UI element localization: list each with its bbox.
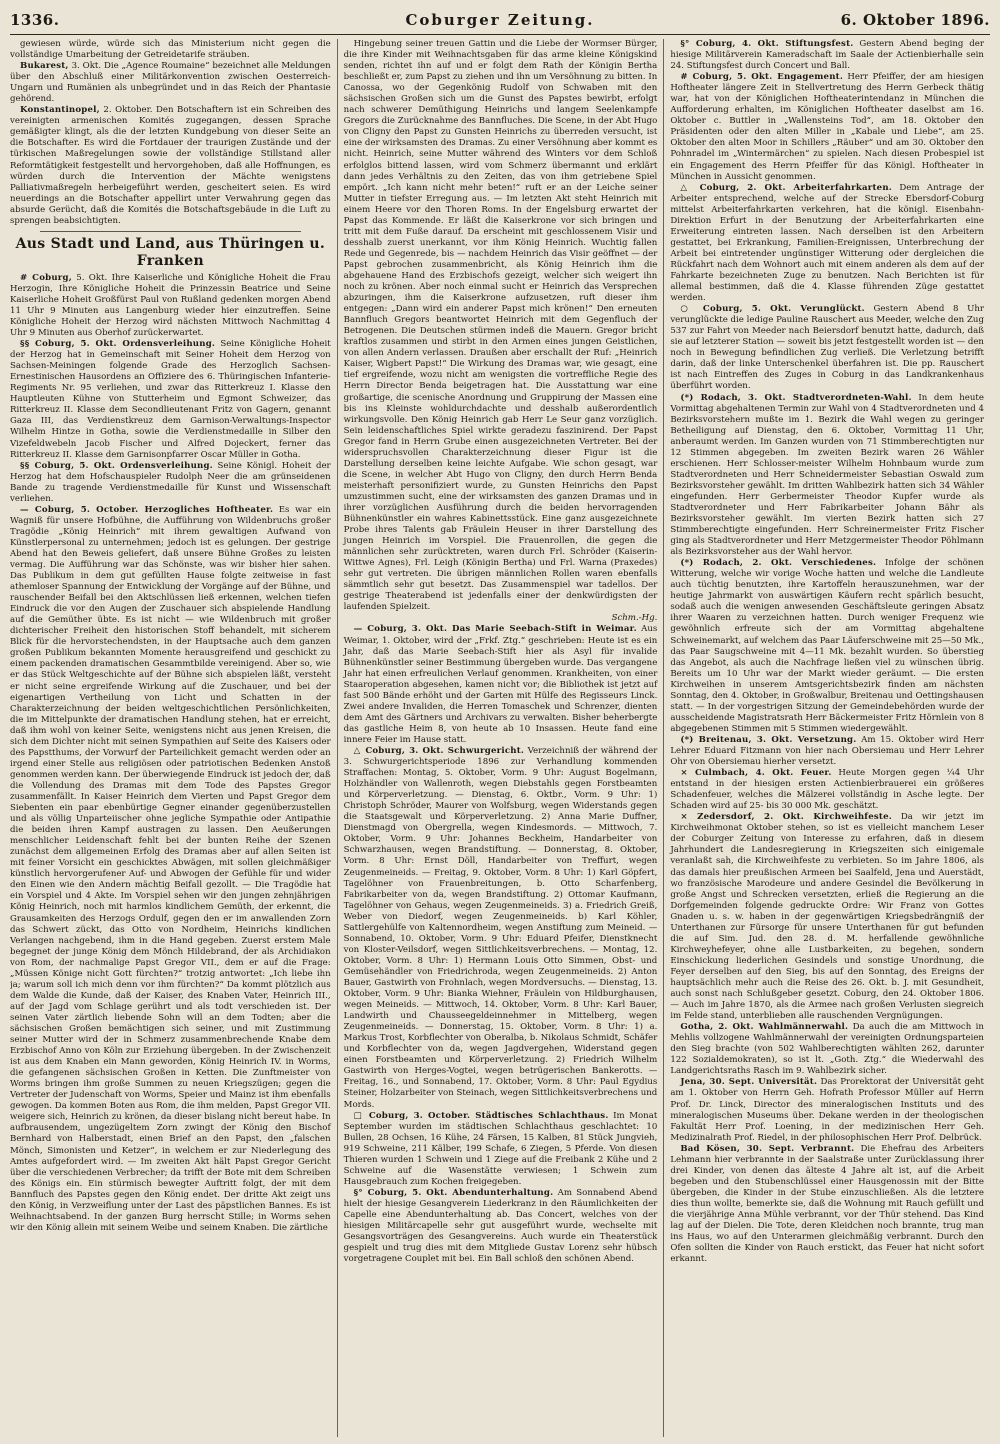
article-paragraph: Bad Kösen, 30. Sept. Verbrannt. Die Ehefrau des Arbeiters Lehmann hier verbrannte in der Saalstraße unter Zurücklassung ihrer drei Kinder, von denen das älteste 4 Jahre alt ist, auf die Arbeit begeben und den Stubenschlüssel einer Hausgenossin mit der Bitte übergeben, die Kinder in der Stube einzuschließen. Als die letztere dies thun wollte, bemerkte sie, daß die Wohnung mit Rauch gefüllt und die vierjährige Anna Mühle verbrannt, vor der Thür stehend. Das Kind lag auf der Dielen. Die Tote, deren Kleidchen noch brannte, trug man ins Haus, wo auf den Unterarmen gleichmäßig verbrannt. Durch den Ofen sollten die Kinder von Rauch erstickt, das Feuer hat nicht sofort erkannt. [670, 1143, 984, 1265]
article-columns [10, 39, 990, 1437]
article-paragraph: × Zedersdorf, 2. Okt. Kirchweihfeste. Da wir jetzt im Kirchweihmonat Oktober stehen, so ist es vielleicht manchem Leser der Coburger Zeitung von Interesse zu erfahren, daß in diesem Jahrhundert die Landesregierung in Kriegszeiten sich einigemale veranlaßt sah, die Kirchweihfeste zu verbieten. So im Jahre 1806, als das damals hier preußischen Armeen bei Saalfeld, Jena und Auerstädt, wo französische Marodeure und andere Gesindel die Bevölkerung in große Angst und Schrecken versetzten, erließ die Regierung an die Dorfgemeinden folgende gedruckte Ordre: Wir Franz von Gottes Gnaden u. s. w. haben in der gegenwärtigen Kriegsbedrängniß der Unterthanen zur Fürsorge für unsere Unterthanen für gut befunden die auf Sim. Jud. den 28. d. M. herfallende gewöhnliche Kirchweyhefeyer, ohne alle Lustbarkeiten, zu begehen, sondern Einschickung liederlichen Gesindels und sonstige Unordnung, die Feyer derselben auf den Sieg, bis auf den Sonntag, des Ereigns der hauptsächlich mehr auch die Reise des 26. Okt. b. J. mit Gesundheit, auch sonst nach Schlußgeber gesetzt. Coburg, den 24. Oktober 1806. — Auch im Jahre 1870, als die Armee nach großen Verlusten siegreich im Felde stand, unterblieben alle rauschenden Vergnügungen. [670, 812, 984, 1022]
article-paragraph: (*) Breitenau, 3. Okt. Versetzung. Am 15. Oktober wird Herr Lehrer Eduard Fitzmann von hier nach Obersiemau und Herr Lehrer Ohr von Obersiemau hierher versetzt. [670, 734, 984, 768]
article-paragraph: (*) Rodach, 3. Okt. Stadtverordneten-Wahl. In dem heute Vormittag abgehaltenen Termin zur Wahl von 4 Stadtverordneten und 4 Bezirksvorstehern mußte im 1. Bezirk die Wahl wegen zu geringer Betheiligung auf Dienstag, den 6. Oktober, Vormittag 11 Uhr, anberaumt werden. Im Ganzen wurden von 71 Stimmberechtigten nur 12 Stimmen abgegeben. Im zweiten Bezirk waren 26 Wähler erschienen. Herr Schlosser-meister Wilhelm Hohnbaum wurde zum Stadtverordneten und Herr Schneidermeister Sebastian Oswald zum Bezirksvorsteher gewählt. Im dritten Wahlbezirk hatten sich 34 Wähler eingefunden. Herr Gerbermeister Theodor Kupfer wurde als Stadtverordneter und Herr Fabrikarbeiter Johann Bähr als Bezirksvorsteher gewählt. Im vierten Bezirk hatten sich 27 Stimmberechtigte eingefunden. Herr Schreinermeister Fritz Fischer ging als Stadtverordneter und Herr Metzgermeister Theodor Pöhlmann als Bezirksvorsteher aus der Wahl hervor. [670, 392, 984, 558]
article-paragraph: Konstantinopel, 2. Oktober. Den Botschaftern ist ein Schreiben des vereinigten armenischen Komités zugegangen, dessen Sprache gemäßigter klingt, als die der letzten Kundgebung von dieser Seite an die Botschafter. Es wird die Fortdauer der traurigen Zustände und der türkischen Maßregelungen sowie der vollständige Stillstand aller Reformtätigkeit festgestellt und hervorgehoben, daß alle Hoffnungen, es würden durch die Intervention der Mächte wenigstens Palliativmaßregeln herbeigeführt werden, gescheitert seien. Es wird neuerdings an die Botschafter appellirt unter Verwahrung gegen das absurde Gerücht, daß die Komités die Botschaftsgebäude in die Luft zu sprengen beabsichtigten. [10, 105, 331, 226]
article-paragraph: # Coburg, 5. Okt. Ihre Kaiserliche und Königliche Hoheit die Frau Herzogin, Ihre Königliche Hoheit die Prinzessin Beatrice und Seine Kaiserliche Hoheit Großfürst Paul von Rußland gedenken morgen Abend 11 Uhr 9 Minuten aus Langenburg wieder hier einzutreffen. Seine Königliche Hoheit der Herzog wird nächsten Mittwoch Nachmittag 4 Uhr 9 Minuten aus Oberhof zurückerwartet. [10, 272, 331, 339]
article-paragraph: × Culmbach, 4. Okt. Feuer. Heute Morgen gegen ¼4 Uhr entstand in der hiesigen ersten Actienbierbrauerei ein größeres Schadenfeuer, welches die Mälzerei vollständig in Asche legte. Der Schaden wird auf 25- bis 30 000 Mk. geschätzt. [670, 768, 984, 812]
article-paragraph: — Coburg, 3. Okt. Das Marie Seebach-Stift in Weimar. Aus Weimar, 1. Oktober, wird der „Frkf. Ztg.“ geschrieben: Heute ist es ein Jahr, daß das Marie Seebach-Stift hier als Asyl für invalide Bühnenkünstler seiner Bestimmung übergeben wurde. Das vergangene Jahr hat einen erfreulichen Verlauf genommen. Krankheiten, von einer Staaroperation abgesehen, kamen nicht vor; die Bibliothek ist jetzt auf fast 500 Bände erhöht und der Garten mit Hülfe des Regisseurs Linck. Zwei andere Invaliden, die Herren Tomaschek und Schrenzer, dienten dem Amt des Gärtners und Archivars zu verwalten. Bisher beherbergte das gastliche Heim 8, von heute ab 10 Insassen. Heute fand eine innere Feier im Hause statt. [343, 624, 658, 745]
article-paragraph: gewiesen würde, würde sich das Ministerium nicht gegen die vollständige Umarbeitung der Getreidetarife sträuben. [10, 39, 331, 61]
article-paragraph: Hingebung seiner treuen Gattin und die Liebe der Wormser Bürger, die ihre Kinder mit Weihnachtsgaben für das arme kleine Königskind senden, richtet ihn auf und er folgt dem Rath der Königin Bertha beschließt er, zum Papst zu ziehen und ihn um Versöhnung zu bitten. In Canossa, wo der Gegenkönig Rudolf von Schwaben mit den sächsischen Großen sich um die Gunst des Papstes bewirbt, erfolgt nach schwerer Demüthigung Heinrichs und langem Seelenkampfe Gregors die Zurücknahme des Bannfluches. Die Scene, in der Abt Hugo von Cligny den Papst zu Gunsten Heinrichs zu überreden versucht, ist eine der wirksamsten des Dramas. Zu einer Versöhnung aber kommt es nicht. Heinrich, seine Mutter während des Winters vor dem Schloß erfolglos bittend lassen, wird vom Schmerz übermannt und erklärt dann jedes Verhältnis zu den Zeiten, das von ihm getriebene Spiel empört. „Ich kann nicht mehr beten!“ ruft er an der Leiche seiner Mutter in tiefster Erregung aus. — Im letzten Akt steht Heinrich mit einem Heere vor den Thoren Roms. In der Engelsburg erwartet der Papst das Kommende. Er läßt die Kaiserkrone vor sich bringen und tritt mit dem Fuße darauf. Da erscheint mit geschlossenem Visir und desshalb zuerst unerkannt, vor ihm König Heinrich. Wuchtig fallen Rede und Gegenrede, bis — nachdem Heinrich das Visir geöffnet — der Papst gebrochen zusammenbricht, als König Heinrich ihm die abgehauene Hand des Erzbischofs gezeigt, welcher sich weigert ihn noch zu krönen. Aber noch einmal sucht er Heinrich das Versprechen abzuringen, ihm die Kaiserkrone aufzusetzen, ruft dieser ihm entgegen: „Dann wird ein anderer Papst mich krönen!“ Den erneuten Bannfluch Gregors beantwortet Heinrich mit dem Gegenfluch der Betrogenen. Die Deutschen stürmen indeß die Mauern. Gregor bricht kraftlos zusammen und stirbt in den Armen eines jungen Geistlichen, von allen Andern verlassen. Draußen aber erschallt der Ruf: „Heinrich Kaiser, Wigbert Papst!“ Die Wirkung des Dramas war, wie gesagt, eine tief ergreifende, wozu nicht am wenigsten die vortreffliche Regie des Herrn Director Benda beigetragen hat. Die Ausstattung war eine großartige, die scenische Anordnung und Gruppirung der Massen eine bis ins Kleinste wohldurchdachte und desshalb außerordentlich wirkungsvolle. Den König Heinrich gab Herr Le Seur ganz vorzüglich. Sein leidenschaftliches Spiel wirkte geradezu faszinirend. Der Papst Gregor fand in Herrn Grube einen ausgezeichneten Vertreter. Bei der widerspruchsvollen Charakterzeichnung dieser Figur ist die Darstellung derselben keine leichte Aufgabe. Wie schon gesagt, war die Scene, in welcher Abt Hugo von Cligny, den durch Herrn Benda meisterhaft personifiziert wurde, zu Gunsten Heinrichs den Papst umzustimmen sucht, eine der wirksamsten des ganzen Dramas und in ihrer vorzüglichen Ausführung durch die beiden hervorragenden Bühnenkünstler ein wahres Kabinettsstück. Eine ganz ausgezeichnete Probe ihres Talents gab Fräulein Heuser in ihrer Darstellung des jungen Heinrich im Vorspiel. Die Frauenrollen, die gegen die männlichen sehr zurücktreten, waren durch Frl. Schröder (Kaiserin-Wittwe Agnes), Frl. Leigh (Königin Bertha) und Frl. Warna (Praxedes) sehr gut vertreten. Die übrigen männlichen Rollen waren ebenfalls sämmtlich sehr gut besetzt. Das Zusammenspiel war tadellos. Der gestrige Theaterabend ist jedenfalls einer der denkwürdigsten der laufenden Spielzeit. [343, 39, 658, 613]
article-paragraph: □ Coburg, 3. October. Städtisches Schlachthaus. Im Monat September wurden im städtischen Schlachthaus geschlachtet: 10 Bullen, 28 Ochsen, 16 Kühe, 24 Färsen, 15 Kalben, 81 Stück Jungvieh, 919 Schweine, 211 Kälber, 199 Schafe, 6 Ziegen, 5 Pferde. Von diesen Thieren wurden 1 Schwein und 1 Ziege auf die Freibank 2 Kühe und 2 Schweine auf die Wasenstätte verwiesen; 1 Schwein zum Hausgebrauch zum Kochen freigegeben. [343, 1110, 658, 1187]
article-paragraph: ○ Coburg, 5. Okt. Verunglückt. Gestern Abend 8 Uhr verunglückte die ledige Pauline Rauschert aus Meeder, welche den Zug 537 zur Fahrt von Meeder nach Beiersdorf benutzt hatte, dadurch, daß sie auf letzterer Station — soweit bis jetzt festgestellt worden ist — den noch in Bewegung befindlichen Zug verließ. Die Verletzung betrifft darin, daß der linke Unterschenkel überfahren ist. Die pp. Rauschert ist nach Eintreffen des Zuges in Coburg in das Landkrankenhaus überführt worden. [670, 304, 984, 392]
article-paragraph: △ Coburg, 2. Okt. Arbeiterfahrkarten. Dem Antrage der Arbeiter entsprechend, welche auf der Strecke Ebersdorf-Coburg mittelst Arbeiterfahrkarten verkehren, hat die königl. Eisenbahn-Direktion Erfurt in der Benutzung der Arbeiterfahrkarten eine Erweiterung eintreten lassen. Nach derselben ist den Arbeitern gestattet, bei Erkrankung, Familien-Ereignissen, Unterbrechung der Arbeit bei eintretender ungünstiger Witterung oder dergleichen die Rückfahrt nach dem Wohnort auch mit einem anderen als dem auf der Fahrkarte bezeichneten Zuge zu benutzen. Nach Berichten ist für allemal bestimmen, daß die 4. Klasse führenden Züge gestattet werden. [670, 182, 984, 304]
issue-date: 6. Oktober 1896. [840, 11, 990, 29]
column-3 [663, 39, 990, 1437]
column-2 [337, 39, 664, 1437]
masthead [10, 6, 990, 35]
article-paragraph: §° Coburg, 4. Okt. Stiftungsfest. Gestern Abend beging der hiesige Militärverein Kameradschaft im Saale der Actienbierhalle sein 24. Stiftungsfest durch Concert und Ball. [670, 39, 984, 72]
article-paragraph: Jena, 30. Sept. Universität. Das Prorektorat der Universität geht am 1. Oktober von Herrn Geh. Hofrath Professor Müller auf Herrn Prof. Dr. Linck, Director des mineralogischen Instituts und des mineralogischen Museums über. Dekane werden in der theologischen Fakultät Herr Prof. Loening, in der medizinischen Herr Geh. Medizinalrath Prof. Riedel, in der philosophischen Herr Prof. Delbrück. [670, 1077, 984, 1143]
article-paragraph: §° Coburg, 5. Okt. Abendunterhaltung. Am Sonnabend Abend hielt der hiesige Gesangverein Liederkranz in den Räumlichkeiten der Capelle eine Abendunterhaltung ab. Das Concert, welches von der hiesigen Militärcapelle sehr gut ausgeführt wurde, wechselte mit Gesangsvorträgen des Gesangvereins. Auch wurde ein Theaterstück gespielt und trug dies mit dem Mitgliede Gustav Lorenz sehr hübsch vorgetragene Couplet mit bei. Ein Ball schloß den schönen Abend. [343, 1187, 658, 1265]
section-heading: Aus Stadt und Land, aus Thüringen u. Franken [15, 235, 326, 269]
article-paragraph: Bukarest, 3. Okt. Die „Agence Roumaine“ bezeichnet alle Meldungen über den Abschluß einer Militärkonvention zwischen Oesterreich-Ungarn und Rumänien als unbegründet und in das Reich der Phantasie gehörend. [10, 61, 331, 105]
article-paragraph: — Coburg, 5. October. Herzogliches Hoftheater. Es war ein Wagniß für unsere Hofbühne, die Aufführung von Wildenbruchs großer Tragödie „König Heinrich“ mit ihrem gewaltigen Aufwand von Künstlerpersonal zu unternehmen; jedoch ist es gelungen. Der gestrige Abend hat den Beweis geliefert, daß unsere Bühne Großes zu leisten vermag. Die Aufführung war das Schönste, was wir bisher hier sahen. Das Publikum in dem gut gefüllten Hause folgte zeitweise in fast athemloser Spannung der Entwicklung der Vorgänge auf der Bühne, und rauschender Beifall bei den Aktschlüssen ließ erkennen, welchen tiefen Eindruck die vor den Augen der Zuschauer sich abspielende Handlung auf die Gemüther übte. Es ist nicht — wie Wildenbruch mit großer dichterischer Freiheit den historischen Stoff behandelt, mit sicherem Blick für die hervorstechendsten, in der Hauptsache auch dem ganzen großen Publikum bekannten Momente herausgreifend und geschickt zu einem packenden dramatischen Gesammtbilde vereinigend. Aber so, wie er das Stück Weltgeschichte auf der Bühne sich abspielen läßt, versteht er nicht seine ergreifende Wirkung auf die Zuschauer, und bei der eigenartigen Vertheilung von Licht und Schatten in der Charakterzeichnung der beiden weltgeschichtlichen Persönlichkeiten, die im Mittelpunkte der dramatischen Handlung stehen, hat er erreicht, daß ihm wohl von keiner Seite, wenigstens nicht aus jenen Kreisen, die sich dem Dichter nicht mit seinen Sympathien auf Seite des Kaisers oder des Papstthums, der Vorwurf der Parteilichkeit gemacht werden oder an irgend einer Stelle aus religiösen oder patriotischen Bedenken Anstoß genommen werden kann. Der überwiegende Eindruck ist jedoch der, daß die Vollendung des Dramas mit dem Tode des Papstes Gregor zusammenfällt. In Kaiser Heinrich dem Vierten und Papst Gregor dem Siebenten ein paar ebenbürtige Gegner einander gegenüberzustellen und als völlig Unparteiischer ohne jegliche Sympathie oder Antipathie die beiden ihren Kampf austragen zu lassen. Den Aeußerungen menschlicher Leidenschaft fehlt bei der bunten Reihe der Szenen zunächst dem allgemeinen Erfolg des Dramas aber auf allen Seiten ist mit feiner Vorsicht ein geschicktes Abwägen, mit sollen gleichmäßiger künstlich hervorgerufener Auf- und Abwogen der Gefühle für und wider den Einen wie den Andern mächtig Beifall gezollt. — Die Tragödie hat ein Vorspiel und 4 Akte. Im Vorspiel sehen wir den jungen zehnjährigen König Heinrich, noch mit harmlos kindlichem Gemüth, der erkennt, die Grausamkeiten des Herzogs Ordulf, gegen den er im anwallenden Zorn das Schwert zückt, das Otto von Nordheim, Heinrichs kindlichen Verlangen nachgebend, ihm in die Hand gegeben. Zuerst erstem Male begegnet der junge König dem Mönch Hildebrand, der als Archidiakon von Rom, der nachmalige Papst Gregor VII., dem er auf die Frage: „Müssen Könige nicht Gott fürchten?“ trotzig antwortet: „Ich liebe ihn ja; warum soll ich mich denn vor ihm fürchten?“ Da kommt plötzlich aus dem Walde die Kunde, daß der Kaiser, des Knaben Vater, Heinrich III., auf der Jagd vom Schlage gerührt und als todt verschieden ist. Der seinen Vater zärtlich liebende Sohn will an dem Todten; aber die sächsischen Großen bemächtigen sich seiner, und mit Zustimmung seiner Mutter wird der in Schmerz zusammenbrechende Knabe dem Erzbischof Anno von Köln zur Erziehung übergeben. In der Zwischenzeit ist aus dem Knaben ein Mann geworden, König Heinrich IV. in Worms, die gefangenen sächsischen Großen in Ketten. Die Zunftmeister von Worms bringen ihm große Summen zu neuen Kriegszügen; gegen die Vertreter der Judenschaft von Worms, Speier und Mainz ist ihm ebenfalls gewogen. Da kommen Boten aus Rom, die ihm melden, Papst Gregor VII. weigere sich, Heinrich zu krönen, da dieser bislang nicht bereut habe. In aufbrausendem, ungezügeltem Zorn zwingt der König den Bischof Bernhard von Halberstadt, einen Brief an den Papst, den „falschen Mönch, Simonisten und Ketzer“, in welchem er zur Niederlegung des Amtes aufgefordert wird. — Im zweiten Akt hält Papst Gregor Gericht über die verschiedenen Verbrecher; da trifft der Bote mit dem Schreiben des Königs ein. Ein stürmisch bewegter Auftritt folgt, der mit dem Bannfluch des Papstes gegen den König endet. Der dritte Akt zeigt uns den König, in Verzweiflung unter der Last des päpstlichen Bannes. Es ist Weihnachtsabend. In der ganzen Burg herrscht Stille; in Worms sehen wir den König allein mit seinem Weibe und seinem Knaben. Die zärtliche [10, 504, 331, 1233]
article-paragraph: Gotha, 2. Okt. Wahlmännerwahl. Da auch die am Mittwoch in Mehlis vollzogene Wahlmännerwahl der vereinigten Ordnungsparteien den Sieg brachte (von 502 Wahlberechtigten wählten 262, darunter 122 Sozialdemokraten), so ist lt. „Goth. Ztg.“ die Wiederwahl des Landgerichtsraths Rasch im 9. Wahlbezirk sicher. [670, 1022, 984, 1077]
article-paragraph: △ Coburg, 3. Okt. Schwurgericht. Verzeichniß der während der 3. Schwurgerichtsperiode 1896 zur Verhandlung kommenden Straffachen: Montag, 5. Oktober, Vorm. 9 Uhr: August Bogelmann, Holzhändler von Wallenroth, wegen Diebstahls gegen Forstbeamten und Körperverletzung. — Dienstag, 6. Oktbr., Vorm. 9 Uhr: 1) Christoph Schröder, Maurer von Wolfsburg, wegen Widerstands gegen die Staatsgewalt und Körperverletzung. 2) Anna Marie Duffner, Dienstmagd von Obergrella, wegen Kindesmords. — Mittwoch, 7. Oktober, Vorm. 9 Uhr: Johannes Beckheim, Handarbeiter von Schwarzhausen, wegen Brandstiftung. — Donnerstag, 8. Oktober, Vorm. 8 Uhr: Ernst Döll, Handarbeiter von Treffurt, wegen Zeugenmeineids. — Freitag, 9. Oktober, Vorm. 8 Uhr: 1) Karl Göpfert, Tagelöhner von Frauenbreitungen, b. Otto Scharfenberg, Fabrikarbeiter von da, wegen Brandstiftung. 2) Ottomar Kaufmann, Tagelöhner von Gehaus, wegen Zeugenmeineids. 3) a. Friedrich Greiß, Weber von Diedorf, wegen Zeugenmeineids. b) Karl Köhler, Sattlergehülfe von Kaltennordheim, wegen Anstiftung zum Meineid. — Sonnabend, 10. Oktober, Vorm. 9 Uhr: Eduard Pfeifer, Dienstknecht von Kloster-Veilsdorf, wegen Sittlichkeitsverbrechens. — Montag, 12. Oktober, Vorm. 8 Uhr: 1) Hermann Louis Otto Simmen, Obst- und Gemüsehändler von Friedrichroda, wegen Zeugenmeineids. 2) Anton Bauer, Gastwirth von Frohnlach, wegen Mordversuchs. — Dienstag, 13. Oktober, Vorm. 9 Uhr: Bianka Wiehner, Fräulein von Hildburghausen, wegen Meineids. — Mittwoch, 14. Oktober, Vorm. 8 Uhr: Karl Bauer, Landwirth und Chausseegeldeinnehmer in Mittelberg, wegen Zeugenmeineids. — Donnerstag, 15. Oktober, Vorm. 8 Uhr: 1) a. Markus Trost, Korbflechter von Oberalba, b. Nikolaus Schmidt, Schäfer und Korbflechter von da, wegen Jagdvergehen, Widerstand gegen einen Forstbeamten und Körperverletzung. 2) Friedrich Wilhelm Gastwirth von Herges-Vogtei, wegen betrügerischen Bankerotts. — Freitag, 16., und Sonnabend, 17. Oktober, Vorm. 8 Uhr: Paul Egydius Steiner, Holzarbeiter von Steinach, wegen Sittlichkeitsverbrechens und Mords. [343, 746, 658, 1110]
section-divider [40, 231, 301, 232]
author-signature: Schm.-Hg. [611, 613, 658, 624]
article-paragraph: # Coburg, 5. Okt. Engagement. Herr Pfeiffer, der am hiesigen Hoftheater längere Zeit in Stellvertretung des Herrn Gerbeck thätig war, hat von der Königlichen Hoftheaterintendanz in München die Aufforderung erhalten, im Königlichen Hoftheater daselbst am 16. Oktober c. Buttler in „Wallensteins Tod“, am 18. Oktober den Präsidenten oder den alten Miller in „Kabale und Liebe“, am 25. Oktober den alten Moor in Schillers „Räuber“ und am 30. Oktober den Pohnradel im „Wintermärchen“ zu spielen. Nach diesen Probespiel ist ein Engagement des Herrn Pfeiffer für das Königl. Hoftheater in München in Aussicht genommen. [670, 72, 984, 182]
page-number: 1336. [10, 11, 60, 29]
column-1 [10, 39, 337, 1437]
article-paragraph: §§ Coburg, 5. Okt. Ordensverleihung. Seine Königliche Hoheit der Herzog hat in Gemeinschaft mit Seiner Hoheit dem Herzog von Sachsen-Meiningen folgende Grade des Herzoglich Sachsen-Ernestinischen Hausordens an Offiziere des 6. Thüringischen Infanterie-Regiments Nr. 95 verliehen, und zwar das Ritterkreuz I. Klasse den Hauptleuten Kühne von Stutterheim und Egmont Schweizer, das Ritterkreuz II. Klasse dem Secondlieutenant Fritz von Gagern, genannt Gaza III, das Verdienstkreuz dem Garnison-Verwaltungs-Inspector Wilhelm Hintze in Gotha, sowie die Verdienstmedaille in Silber den Vizefeldwebeln Jacob Fischer und Alfred Dojeckert, ferner das Ritterkreuz II. Klasse dem Garnisonpfarrer Oscar Müller in Gotha. [10, 339, 331, 460]
newspaper-title: Coburger Zeitung. [405, 11, 595, 29]
article-paragraph: (*) Rodach, 2. Okt. Verschiedenes. Infolge der schönen Witterung, welche wir vorige Woche hatten und welche die Landleute auch tüchtig benutzten, ihre Kartoffeln herauszunehmen, war der heutige Jahrmarkt von auswärtigen Käufern recht spärlich besucht, sodaß auch die wenigen anwesenden Geschäftsleute geringen Absatz ihrer Waaren zu verzeichnen hatten. Durch weniger Frequenz wie gewöhnlich erfreute sich der am Vormittag abgehaltene Schweinemarkt, auf welchem das Paar Läuferschweine mit 25—50 Mk., das Paar Saugschweine mit 4—11 Mk. bezahlt wurden. So überstieg das Angebot, als auch die Nachfrage ließen viel zu wünschen übrig. Bereits um 10 Uhr war der Markt wieder geräumt. — Die ersten Kirchweihen in unserem Amtsgerichtsbezirk finden am nächsten Sonntag, den 4. Oktober, in Großwalbur, Breitenau und Oettingshausen statt. — In der vorgestrigen Sitzung der Gemeindebehörden wurde der ausscheidende Magistratsrath Herr Bäckermeister Fritz Hörnlein von 8 abgegebenen Stimmen mit 5 Stimmen wiedergewählt. [670, 558, 984, 734]
article-paragraph: §§ Coburg, 5. Okt. Ordensverleihung. Seine Königl. Hoheit der Herzog hat dem Hofschauspieler Rudolph Neer die am grünseidenen Bande zu tragende Verdienstmedaille für Kunst und Wissenschaft verliehen. [10, 460, 331, 504]
